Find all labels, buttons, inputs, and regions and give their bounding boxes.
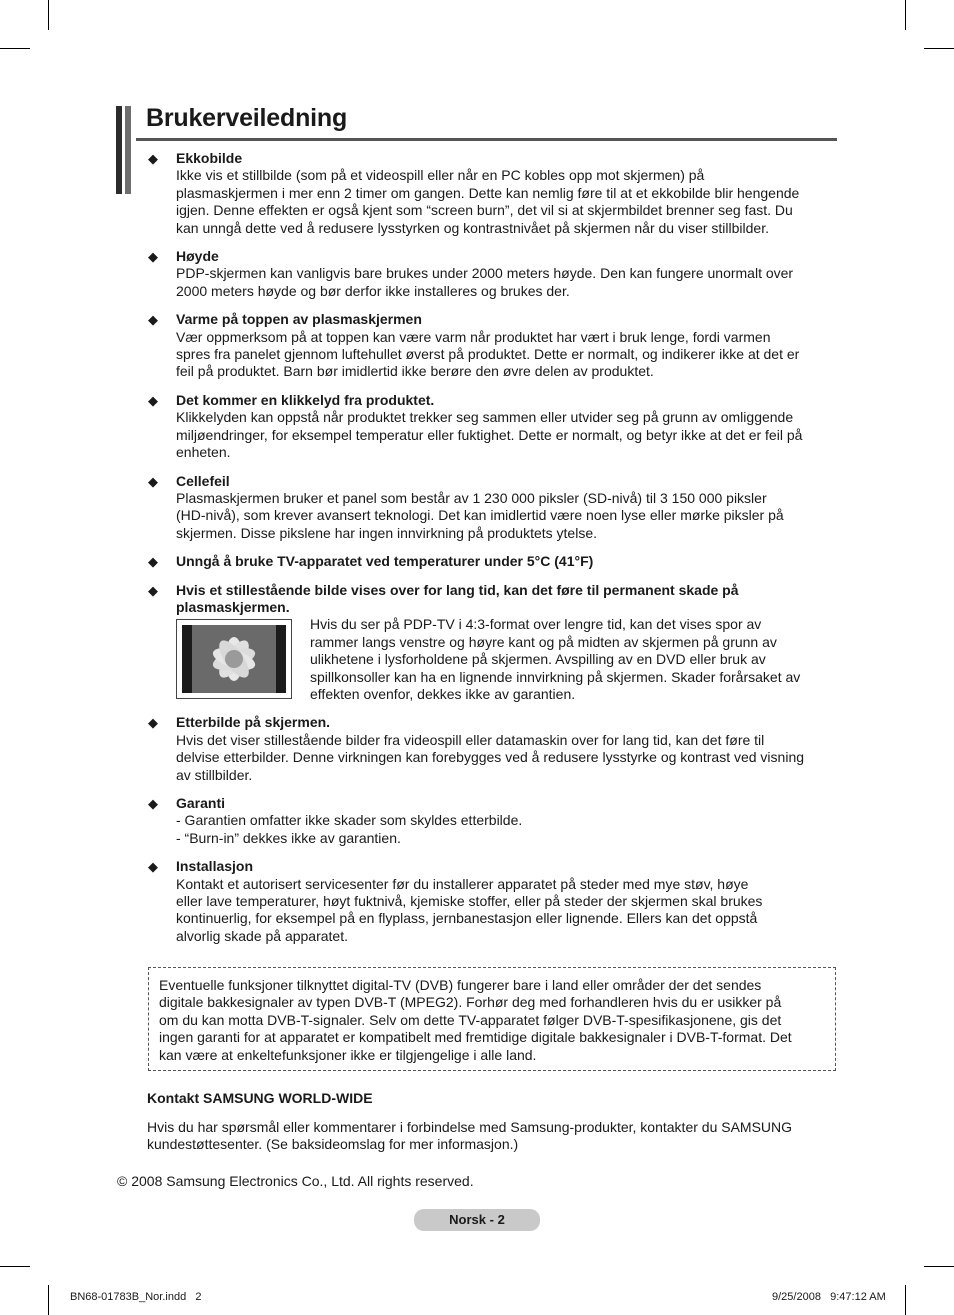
crop-mark [48, 1285, 49, 1315]
list-item [146, 473, 838, 543]
title-accent-bar [116, 106, 122, 194]
diamond-bullet-icon: ◆ [148, 715, 158, 731]
item-title: Varme på toppen av plasmaskjermen [176, 311, 422, 328]
diamond-bullet-icon: ◆ [148, 582, 158, 598]
diamond-bullet-icon: ◆ [148, 392, 158, 408]
list-item [146, 795, 838, 847]
contact-title: Kontakt SAMSUNG WORLD-WIDE [147, 1090, 373, 1106]
item-title: Unngå å bruke TV-apparatet ved temperaturer under 5°C (41°F) [176, 553, 594, 570]
footer-filename: BN68-01783B_Nor.indd 2 [70, 1291, 202, 1303]
contact-body: Hvis du har spørsmål eller kommentarer i forbindelse med Samsung-produkter, kontakter du SAMSUNG kundestøttesenter. (Se baksideomslag for mer informasjon.) [147, 1119, 793, 1153]
page-number-badge: Norsk - 2 [414, 1209, 540, 1231]
diamond-bullet-icon: ◆ [148, 554, 158, 570]
list-item [146, 714, 838, 784]
content [146, 150, 838, 956]
item-title: Høyde [176, 248, 219, 265]
list-item [146, 150, 838, 237]
copyright: © 2008 Samsung Electronics Co., Ltd. All rights reserved. [117, 1173, 474, 1189]
item-body: PDP-skjermen kan vanligvis bare brukes under 2000 meters høyde. Den kan fungere unormalt over 2000 meters høyde og bør derfor ikke installeres og brukes der. [176, 265, 794, 299]
diamond-bullet-icon: ◆ [148, 796, 158, 811]
diamond-bullet-icon: ◆ [148, 249, 158, 265]
item-body: Ikke vis et stillbilde (som på et videospill eller når en PC kobles opp mot skjermen) på plasmaskjermen i mer enn 2 timer om gangen. Dette kan nemlig føre til at et ekkobilde blir hengende igjen. Denne effekten er også kjent som “screen burn”, det vil si at skjermbildet brenner seg fast. Du kan unngå dette ved å redusere lysstyrken og kontrastnivået på skjermen når du viser stillbilder. [176, 167, 800, 236]
list-item [146, 553, 838, 570]
item-body: Hvis det viser stillestående bilder fra videospill eller datamaskin over for lang tid, kan det føre til delvise etterbilder. Denne virkningen kan forebygges ved å redusere lysstyrke og kontrast ved visning av stillbilder. [176, 731, 805, 783]
diamond-bullet-icon: ◆ [148, 473, 158, 489]
item-body: Kontakt et autorisert servicesenter før du installerer apparatet på steder med mye støv, høye eller lave temperaturer, høyt fuktnivå, kjemiske stoffer, eller på steder der skjermen skal brukes kontinuerlig, for eksempel på en flyplass, jernbanestasjon eller lignende. Ellers kan det oppstå alvorlig skade på apparatet. [176, 875, 763, 944]
page-title: Brukerveiledning [146, 104, 348, 132]
diamond-bullet-icon: ◆ [148, 859, 158, 875]
item-title: Cellefeil [176, 472, 230, 489]
diamond-bullet-icon: ◆ [148, 312, 158, 328]
flower-icon [182, 625, 286, 693]
crop-mark [0, 1266, 30, 1267]
list-item [146, 582, 838, 704]
figure-caption: Hvis du ser på PDP-TV i 4:3-format over lengre tid, kan det vises spor av rammer langs venstre og høyre kant og på midten av skjermen på grunn av ulikhetene i lysforholdene på skjermen. Avspilling av en DVD eller bruk av spillkonsoller kan ha en lignende innvirkning på skjermen. Skader forårsaket av effekten ovenfor, dekkes ikke av garantien. [310, 616, 801, 702]
item-body: Vær oppmerksom på at toppen kan være varm når produktet har vært i bruk lenge, fordi varmen spres fra panelet gjennom luftehullet øverst på produktet. Dette er normalt, og indikerer ikke at det er feil på produktet. Barn bør imidlertid ikke berøre den øvre delen av produktet. [176, 328, 800, 380]
diamond-bullet-icon: ◆ [148, 151, 158, 166]
footer-timestamp: 9/25/2008 9:47:12 AM [772, 1291, 886, 1303]
item-title: Hvis et stillestående bilde vises over for lang tid, kan det føre til permanent skade på plasmaskjermen. [176, 581, 739, 615]
crop-mark [0, 48, 30, 49]
crop-mark [905, 1285, 906, 1315]
crop-mark [924, 48, 954, 49]
figure-frame [176, 619, 292, 699]
crop-mark [924, 1266, 954, 1267]
item-title: Garanti [176, 795, 226, 811]
item-title: Installasjon [176, 858, 254, 875]
list-item [146, 311, 838, 381]
item-title: Det kommer en klikkelyd fra produktet. [176, 391, 435, 408]
item-title: Ekkobilde [176, 150, 243, 166]
list-item [146, 248, 838, 300]
crop-mark [905, 0, 906, 30]
list-item [146, 392, 838, 462]
title-rule [136, 138, 837, 141]
item-title: Etterbilde på skjermen. [176, 714, 331, 731]
list-item [146, 858, 838, 945]
crop-mark [48, 0, 49, 30]
figure-row [176, 616, 838, 703]
title-accent-bar [125, 106, 131, 194]
item-body: - Garantien omfatter ikke skader som skyldes etterbilde. - “Burn-in” dekkes ikke av garantien. [176, 812, 523, 846]
dvb-notice: Eventuelle funksjoner tilknyttet digital-TV (DVB) fungerer bare i land eller områder der det sendes digitale bakkesignaler av typen DVB-T (MPEG2). Forhør deg med forhandleren hvis du er usikker på om du kan motta DVB-T-signaler. Selv om dette TV-apparatet følger DVB-T-spesifikasjonene, gis det ingen garanti for at apparatet er kompatibelt med fremtidige digitale bakkesignaler i DVB-T-format. Det kan være at enkeltefunksjoner ikke er tilgjengelige i alle land. [148, 967, 836, 1071]
item-body: Plasmaskjermen bruker et panel som består av 1 230 000 piksler (SD-nivå) til 3 150 000 piksler (HD-nivå), som krever avansert teknologi. Det kan imidlertid være noen lyse eller mørke piksler på skjermen. Disse pikslene har ingen innvirkning på produktets ytelse. [176, 489, 784, 541]
item-body: Klikkelyden kan oppstå når produktet trekker seg sammen eller utvider seg på grunn av omliggende miljøendringer, for eksempel temperatur eller fuktighet. Dette er normalt, og betyr ikke at det er feil på enheten. [176, 409, 803, 461]
